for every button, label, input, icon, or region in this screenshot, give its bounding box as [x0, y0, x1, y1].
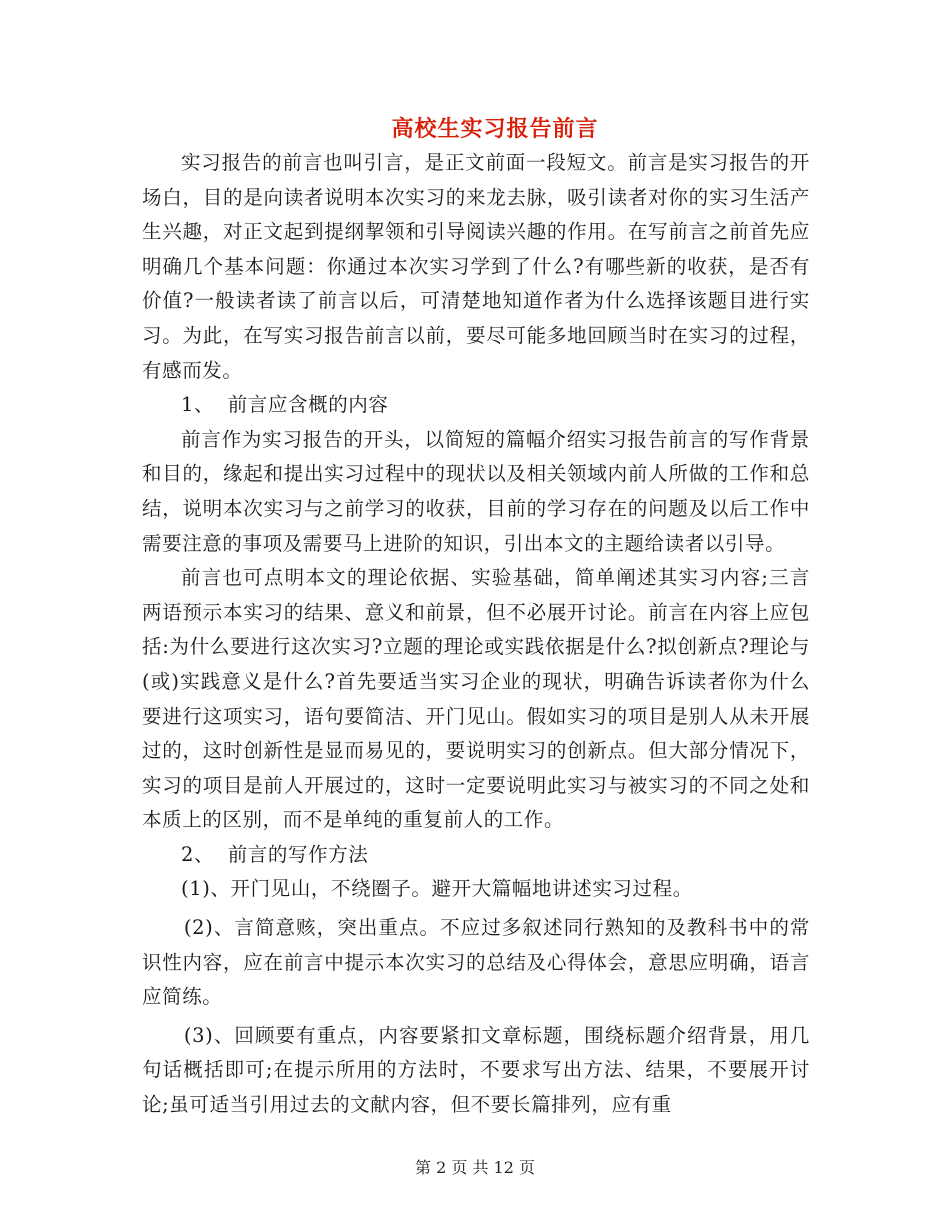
section-heading-2: 2、 前言的写作方法: [181, 842, 369, 866]
paragraph-content-scope: 前言作为实习报告的开头，以简短的篇幅介绍实习报告前言的写作背景和目的，缘起和提出实习过程中的现状以及相关领域内前人所做的工作和总结，说明本次实习与之前学习的收获，目前的学习存在的问题及以后工作中需要注意的事项及需要马上进阶的知识，引出本文的主题给读者以引导。: [142, 427, 810, 555]
paragraph-theory-basis: 前言也可点明本文的理论依据、实验基础，简单阐述其实习内容;三言两语预示本实习的结果、意义和前景，但不必展开讨论。前言在内容上应包括:为什么要进行这次实习?立题的理论或实践依据是什么?拟创新点?理论与(或)实践意义是什么?首先要适当实习企业的现状，明确告诉读者你为什么要进行这项实习，语句要简洁、开门见山。假如实习的项目是别人从未开展过的，这时创新性是显而易见的，要说明实习的创新点。但大部分情况下，实习的项目是前人开展过的，这时一定要说明此实习与被实习的不同之处和本质上的区别，而不是单纯的重复前人的工作。: [142, 566, 810, 832]
paragraph-intro: 实习报告的前言也叫引言，是正文前面一段短文。前言是实习报告的开场白，目的是向读者说明本次实习的来龙去脉，吸引读者对你的实习生活产生兴趣，对正文起到提纲挈领和引导阅读兴趣的作用。在写前言之前首先应明确几个基本问题：你通过本次实习学到了什么?有哪些新的收获，是否有价值?一般读者读了前言以后，可清楚地知道作者为什么选择该题目进行实习。为此，在写实习报告前言以前，要尽可能多地回顾当时在实习的过程，有感而发。: [142, 151, 810, 382]
page-footer: 第 2 页 共 12 页: [415, 1158, 535, 1177]
list-item-2: (2)、言简意赅，突出重点。不应过多叙述同行熟知的及教科书中的常识性内容，应在前言中提示本次实习的总结及心得体会，意思应明确，语言应简练。: [142, 916, 810, 1009]
list-item-3: (3)、回顾要有重点，内容要紧扣文章标题，围绕标题介绍背景，用几句话概括即可;在提示所用的方法时，不要求写出方法、结果，不要展开讨论;虽可适当引用过去的文献内容，但不要长篇排列，应有重: [142, 1023, 810, 1117]
section-heading-1: 1、 前言应含概的内容: [181, 393, 389, 417]
list-item-1: (1)、开门见山，不绕圈子。避开大篇幅地讲述实习过程。: [181, 877, 693, 901]
document-body: [142, 146, 810, 1123]
document-title: 高校生实习报告前言: [391, 116, 599, 142]
